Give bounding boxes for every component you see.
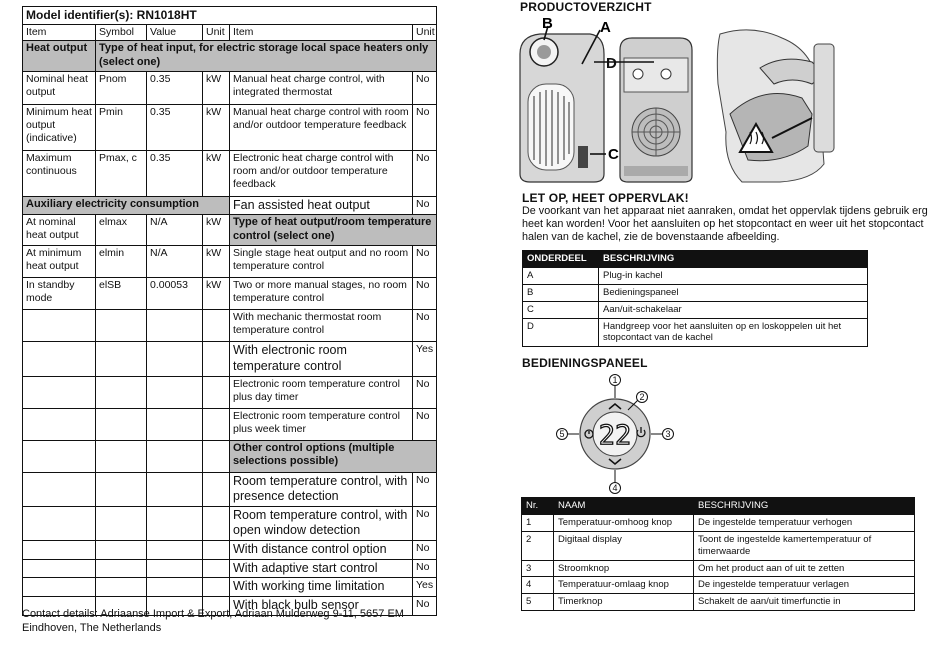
- callout-b: B: [542, 15, 553, 32]
- button-nr: 3: [522, 560, 554, 577]
- row-item: At minimum heat output: [23, 246, 96, 278]
- row-item-2: With electronic room temperature control: [230, 342, 413, 376]
- row-unit-2: No: [413, 376, 437, 408]
- row-symbol: Pmax, c: [96, 150, 147, 196]
- row-value: N/A: [147, 215, 203, 246]
- part-id: B: [523, 284, 599, 301]
- row-unit: kW: [203, 246, 230, 278]
- button-name: Stroomknop: [554, 560, 694, 577]
- header-symbol: Symbol: [96, 25, 147, 41]
- row-value: 0.00053: [147, 278, 203, 310]
- row-unit-2: No: [413, 408, 437, 440]
- buttons-table: [521, 497, 915, 611]
- row-value: 0.35: [147, 150, 203, 196]
- row-unit-2: No: [413, 150, 437, 196]
- row-unit: kW: [203, 71, 230, 104]
- warning-title: LET OP, HEET OPPERVLAK!: [522, 191, 689, 205]
- part-id: A: [523, 267, 599, 284]
- button-nr: 4: [522, 577, 554, 594]
- header-unit-2: Unit: [413, 25, 437, 41]
- row-unit: kW: [203, 215, 230, 246]
- row-item-2: Two or more manual stages, no room temperature control: [230, 278, 413, 310]
- header-unit: Unit: [203, 25, 230, 41]
- row-item-2: Manual heat charge control with room and/or outdoor temperature feedback: [230, 104, 413, 150]
- callout-1: 1: [612, 375, 618, 385]
- button-nr: 5: [522, 594, 554, 611]
- row-unit-2: No: [413, 506, 437, 540]
- row-unit-2: No: [413, 559, 437, 578]
- buttons-header-description: BESCHRIJVING: [694, 498, 915, 515]
- row-symbol: Pmin: [96, 104, 147, 150]
- row-item-2: With distance control option: [230, 541, 413, 560]
- button-description: Toont de ingestelde kamertemperatuur of timerwaarde: [694, 531, 915, 560]
- row-unit-2: No: [413, 310, 437, 342]
- row-item-2: With mechanic thermostat room temperature control: [230, 310, 413, 342]
- part-description: Aan/uit-schakelaar: [599, 301, 868, 318]
- button-name: Temperatuur-omhoog knop: [554, 514, 694, 531]
- warning-text: De voorkant van het apparaat niet aanraken, omdat het oppervlak tijdens gebruik erg heet kan worden! Voor het aansluiten op het stopcontact en weer uit het stopcontact halen van de kachel, zie de bovenstaande afbeelding.: [522, 205, 928, 244]
- button-nr: 1: [522, 514, 554, 531]
- auxiliary-heading: Auxiliary electricity consumption: [23, 196, 230, 215]
- control-panel-diagram: [540, 368, 700, 498]
- callout-d: D: [606, 55, 617, 72]
- callout-2: 2: [639, 392, 645, 402]
- row-unit-2: No: [413, 278, 437, 310]
- ecodesign-table: [22, 6, 437, 616]
- row-item-2: With adaptive start control: [230, 559, 413, 578]
- parts-header-part: ONDERDEEL: [523, 251, 599, 268]
- overview-title: PRODUCTOVERZICHT: [520, 0, 652, 14]
- row-item-2: With working time limitation: [230, 578, 413, 597]
- callout-c: C: [608, 146, 619, 163]
- part-id: D: [523, 318, 599, 347]
- row-item: Nominal heat output: [23, 71, 96, 104]
- row-item-2: Manual heat charge control, with integrated thermostat: [230, 71, 413, 104]
- row-item-2: Electronic room temperature control plus day timer: [230, 376, 413, 408]
- power-switch-detail: [578, 146, 588, 168]
- row-item: In standby mode: [23, 278, 96, 310]
- button-description: Om het product aan of uit te zetten: [694, 560, 915, 577]
- parts-table: [522, 250, 868, 347]
- panel-title: BEDIENINGSPANEEL: [522, 356, 648, 370]
- row-unit-2: Yes: [413, 342, 437, 376]
- contact-details: Contact details: Adriaanse Import & Export, Adriaan Mulderweg 9-11, 5657 EM Eindhoven, The Netherlands: [22, 608, 404, 634]
- row-value: N/A: [147, 246, 203, 278]
- row-unit-2: No: [413, 541, 437, 560]
- product-overview-image: [512, 14, 862, 184]
- row-item-2: Single stage heat output and no room temperature control: [230, 246, 413, 278]
- callout-4: 4: [612, 483, 618, 493]
- part-description: Plug-in kachel: [599, 267, 868, 284]
- part-id: C: [523, 301, 599, 318]
- button-description: Schakelt de aan/uit timerfunctie in: [694, 594, 915, 611]
- button-description: De ingestelde temperatuur verlagen: [694, 577, 915, 594]
- parts-header-description: BESCHRIJVING: [599, 251, 868, 268]
- buttons-header-nr: Nr.: [522, 498, 554, 515]
- row-item-2: Fan assisted heat output: [230, 196, 413, 215]
- row-item: Maximum continuous: [23, 150, 96, 196]
- row-value: 0.35: [147, 104, 203, 150]
- row-item-2: Electronic room temperature control plus week timer: [230, 408, 413, 440]
- other-options-heading: Other control options (multiple selections possible): [230, 440, 437, 472]
- button-nr: 2: [522, 531, 554, 560]
- header-value: Value: [147, 25, 203, 41]
- row-item-2: Room temperature control, with presence detection: [230, 472, 413, 506]
- row-item-2: Electronic heat charge control with room and/or outdoor temperature feedback: [230, 150, 413, 196]
- heat-output-heading: Heat output: [23, 41, 96, 72]
- row-symbol: elmin: [96, 246, 147, 278]
- row-unit: kW: [203, 104, 230, 150]
- row-unit-2: No: [413, 104, 437, 150]
- callout-3: 3: [665, 429, 671, 439]
- part-description: Handgreep voor het aansluiten op en loskoppelen uit het stopcontact van de kachel: [599, 318, 868, 347]
- button-name: Digitaal display: [554, 531, 694, 560]
- row-item-2: With black bulb sensor: [230, 596, 413, 615]
- row-item-2: Room temperature control, with open window detection: [230, 506, 413, 540]
- row-unit-2: No: [413, 246, 437, 278]
- model-identifier: Model identifier(s): RN1018HT: [23, 7, 437, 25]
- row-item: Minimum heat output (indicative): [23, 104, 96, 150]
- row-item: At nominal heat output: [23, 215, 96, 246]
- row-unit: kW: [203, 150, 230, 196]
- row-unit-2: No: [413, 596, 437, 615]
- button-description: De ingestelde temperatuur verhogen: [694, 514, 915, 531]
- button-name: Temperatuur-omlaag knop: [554, 577, 694, 594]
- heat-input-type-heading: Type of heat input, for electric storage local space heaters only (select one): [96, 41, 437, 72]
- row-unit-2: No: [413, 472, 437, 506]
- temperature-display: 22: [598, 420, 632, 451]
- buttons-header-name: NAAM: [554, 498, 694, 515]
- callout-a: A: [600, 19, 611, 36]
- part-description: Bedieningspaneel: [599, 284, 868, 301]
- row-unit: kW: [203, 278, 230, 310]
- header-item-2: Item: [230, 25, 413, 41]
- control-type-heading: Type of heat output/room temperature control (select one): [230, 215, 437, 246]
- row-unit-2: Yes: [413, 578, 437, 597]
- button-name: Timerknop: [554, 594, 694, 611]
- header-item: Item: [23, 25, 96, 41]
- row-unit-2: No: [413, 196, 437, 215]
- callout-5: 5: [559, 429, 565, 439]
- row-symbol: Pnom: [96, 71, 147, 104]
- row-unit-2: No: [413, 71, 437, 104]
- row-symbol: elSB: [96, 278, 147, 310]
- row-symbol: elmax: [96, 215, 147, 246]
- row-value: 0.35: [147, 71, 203, 104]
